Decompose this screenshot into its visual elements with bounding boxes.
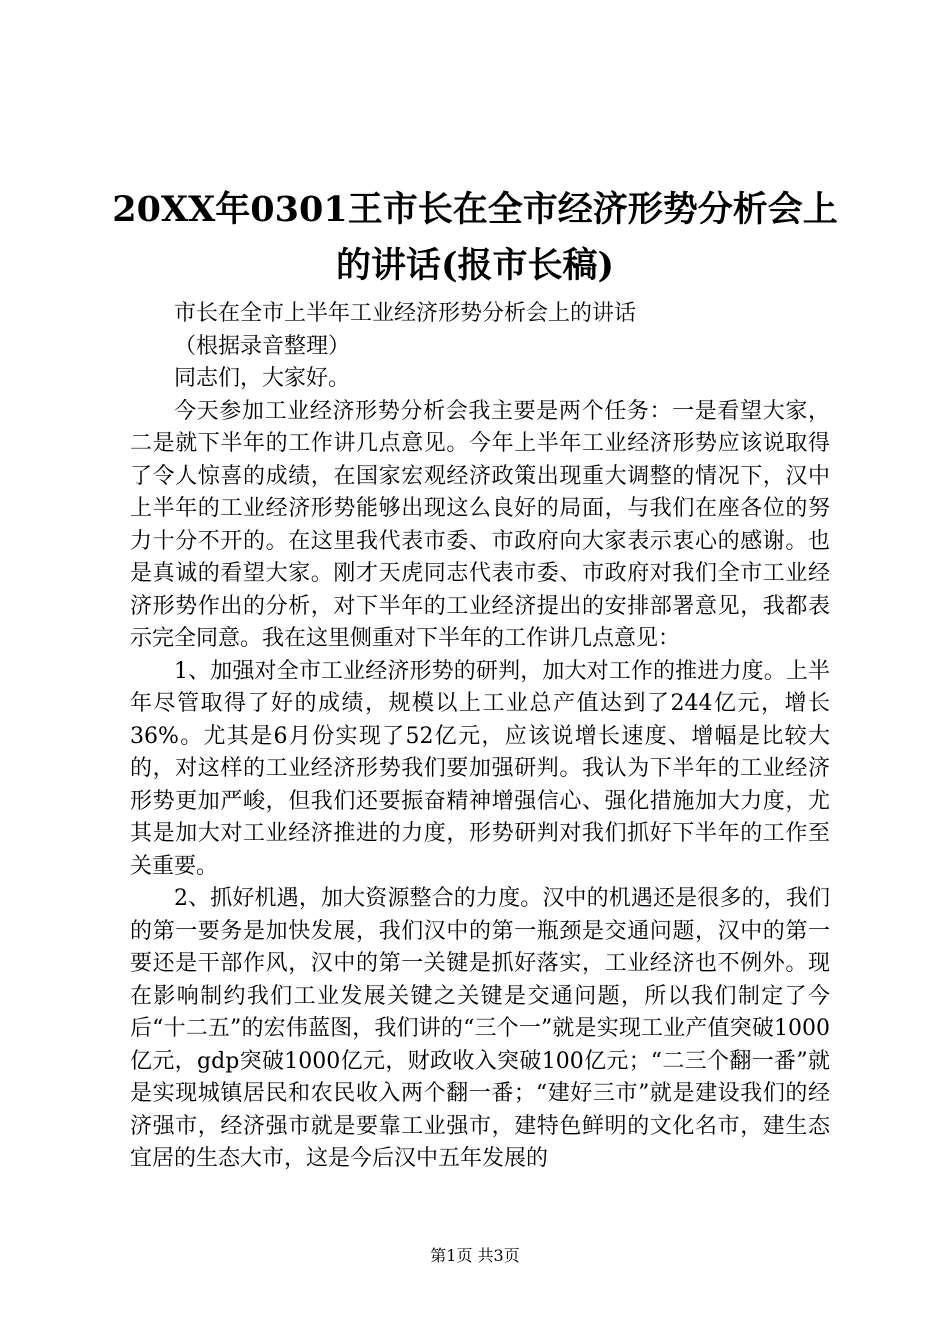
document-title-line-2: 的讲话(报市长稿) bbox=[335, 245, 615, 286]
greeting-paragraph: 同志们，大家好。 bbox=[174, 366, 351, 391]
document-title-line-1: 20XX年0301王市长在全市经济形势分析会上 bbox=[112, 189, 838, 230]
point-1-paragraph: 1、加强对全市工业经济形势的研判，加大对工作的推进力度。上半年尽管取得了好的成绩，规模以上工业总产值达到了244亿元，增长36%。尤其是6月份实现了52亿元，应该说增长速度、增幅是比较大的，对这样的工业经济形势我们要加强研判。我认为下半年的工业经济形势更加严峻，但我们还要振奋精神增强信心、强化措施加大力度，尤其是加大对工业经济推进的力度，形势研判对我们抓好下半年的工作至关重要。 bbox=[130, 658, 830, 879]
document-body bbox=[130, 298, 830, 1176]
intro-paragraph: 今天参加工业经济形势分析会我主要是两个任务：一是看望大家，二是就下半年的工作讲几点意见。今年上半年工业经济形势应该说取得了令人惊喜的成绩，在国家宏观经济政策出现重大调整的情况下，汉中上半年的工业经济形势能够出现这么良好的局面，与我们在座各位的努力十分不开的。在这里我代表市委、市政府向大家表示衷心的感谢。也是真诚的看望大家。刚才天虎同志代表市委、市政府对我们全市工业经济形势作出的分析，对下半年的工业经济提出的安排部署意见，我都表示完全同意。我在这里侧重对下半年的工作讲几点意见： bbox=[130, 398, 830, 651]
page-number-footer: 第1页 共3页 bbox=[430, 1246, 520, 1265]
speech-heading: 市长在全市上半年工业经济形势分析会上的讲话 bbox=[174, 301, 637, 326]
point-2-paragraph: 2、抓好机遇，加大资源整合的力度。汉中的机遇还是很多的，我们的第一要务是加快发展，我们汉中的第一瓶颈是交通问题，汉中的第一要还是干部作风，汉中的第一关键是抓好落实，工业经济也不例外。现在影响制约我们工业发展关键之关键是交通问题，所以我们制定了今后“十二五”的宏伟蓝图，我们讲的“三个一”就是实现工业产值突破1000亿元，gdp突破1000亿元，财政收入突破100亿元；“二三个翻一番”就是实现城镇居民和农民收入两个翻一番；“建好三市”就是建设我们的经济强市，经济强市就是要靠工业强市，建特色鲜明的文化名市，建生态宜居的生态大市，这是今后汉中五年发展的 bbox=[130, 886, 830, 1171]
recording-note: （根据录音整理） bbox=[174, 333, 351, 359]
